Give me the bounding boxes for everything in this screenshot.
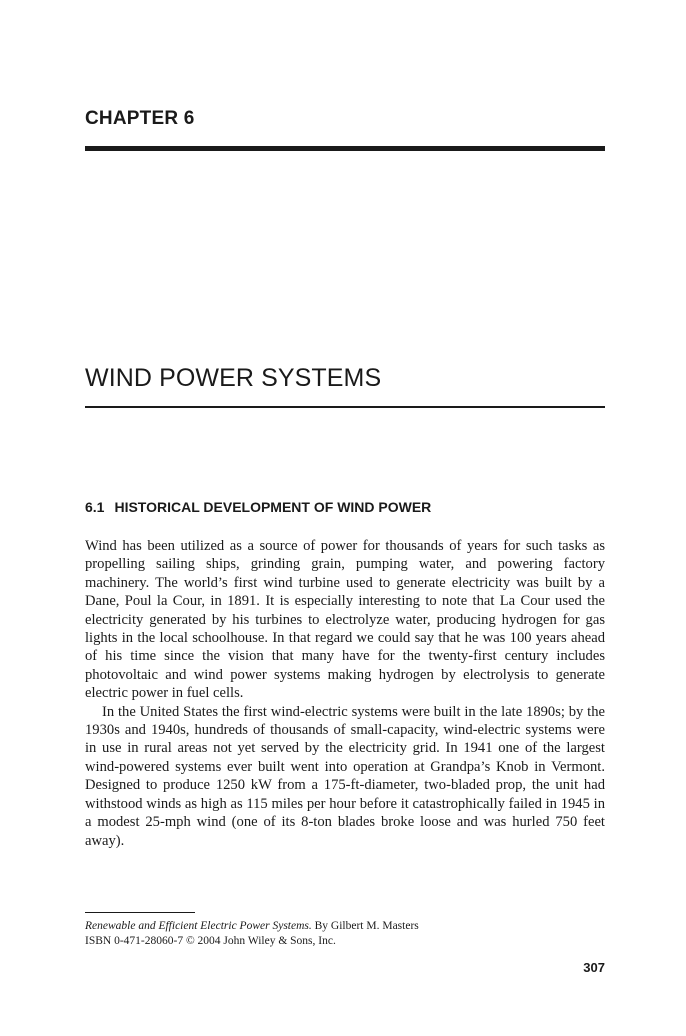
footnote-rule [85,912,195,913]
section-title: HISTORICAL DEVELOPMENT OF WIND POWER [114,499,432,515]
footnote [85,919,605,949]
body-text [85,537,605,850]
chapter-rule [85,146,605,151]
isbn-line: ISBN 0-471-28060-7 © 2004 John Wiley & Sons, Inc. [85,935,336,947]
body-paragraph: In the United States the first wind-electric systems were built in the late 1890s; by the 1930s and 1940s, hundreds of thousands of small-capacity, wind-electric systems were in use in rural areas not yet served by the electricity grid. In 1941 one of the largest wind-powered systems ever built went into operation at Grandpa’s Knob in Vermont. Designed to produce 1250 kW from a 175-ft-diameter, two-bladed prop, the unit had withstood winds as high as 115 miles per hour before it catastrophically failed in 1945 in a modest 25-mph wind (one of its 8-ton blades broke loose and was hurled 750 feet away). [85,703,605,849]
section-heading [85,499,431,515]
page-number: 307 [583,960,605,975]
body-paragraph: Wind has been utilized as a source of power for thousands of years for such tasks as propelling sailing ships, grinding grain, pumping water, and powering factory machinery. The world’s first wind turbine used to generate electricity was built by a Dane, Poul la Cour, in 1891. It is especially interesting to note that La Cour used the electricity generated by his turbines to electrolyze water, producing hydrogen for gas lights in the local schoolhouse. In that regard we could say that he was 100 years ahead of his time since the vision that many have for the twenty-first century includes photovoltaic and wind power systems making hydrogen by electrolysis to generate electric power in fuel cells. [85,538,605,702]
chapter-label: CHAPTER 6 [85,108,195,129]
section-number: 6.1 [85,499,105,515]
author: By Gilbert M. Masters [311,920,419,932]
title-rule [85,406,605,408]
chapter-title: WIND POWER SYSTEMS [85,364,382,392]
footnote-citation [85,919,605,934]
book-title: Renewable and Efficient Electric Power Systems. [85,920,312,932]
